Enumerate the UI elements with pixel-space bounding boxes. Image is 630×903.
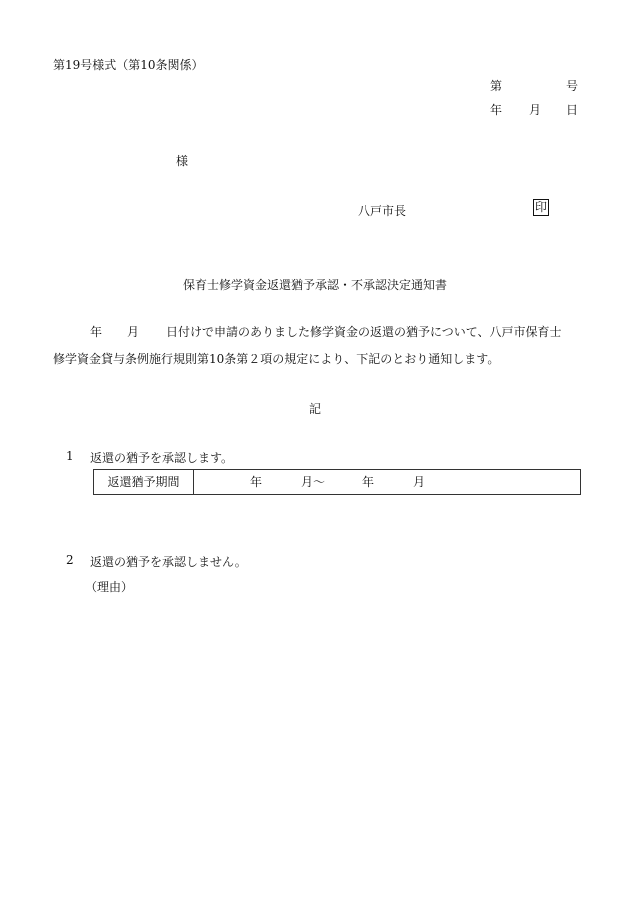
document-number-prefix: 第	[490, 79, 503, 93]
period-start-year: 年	[250, 475, 263, 489]
period-start-month: 月～	[301, 475, 326, 489]
item-disapprove-text: 返還の猶予を承認しません。	[90, 555, 247, 569]
item-disapprove-number: 2	[66, 553, 74, 567]
reason-label: （理由）	[85, 580, 134, 594]
deferral-period-label: 返還猶予期間	[94, 470, 194, 494]
period-end-month: 月	[413, 475, 426, 489]
period-end-year: 年	[362, 475, 375, 489]
body-text-line1: 日付けで申請のありました修学資金の返還の猶予について、八戸市保育士	[166, 325, 562, 339]
date-month-label: 月	[529, 103, 542, 117]
deferral-period-table	[93, 469, 581, 495]
addressee-honorific: 様	[176, 154, 189, 168]
document-title: 保育士修学資金返還猶予承認・不承認決定通知書	[182, 278, 447, 292]
ki-heading: 記	[308, 402, 321, 416]
form-number: 第19号様式（第10条関係）	[53, 58, 204, 72]
deferral-period-value	[194, 470, 580, 494]
body-month-label: 月	[127, 325, 140, 339]
item-approve-text: 返還の猶予を承認します。	[90, 451, 234, 465]
sender-name: 八戸市長	[358, 204, 407, 218]
date-day-label: 日	[566, 103, 579, 117]
body-year-label: 年	[90, 325, 103, 339]
document-number-suffix: 号	[566, 79, 579, 93]
date-year-label: 年	[490, 103, 503, 117]
seal-stamp: 印	[535, 200, 548, 214]
body-paragraph-line2: 修学資金貸与条例施行規則第10条第２項の規定により、下記のとおり通知します。	[53, 352, 500, 366]
item-approve-number: 1	[66, 449, 74, 463]
